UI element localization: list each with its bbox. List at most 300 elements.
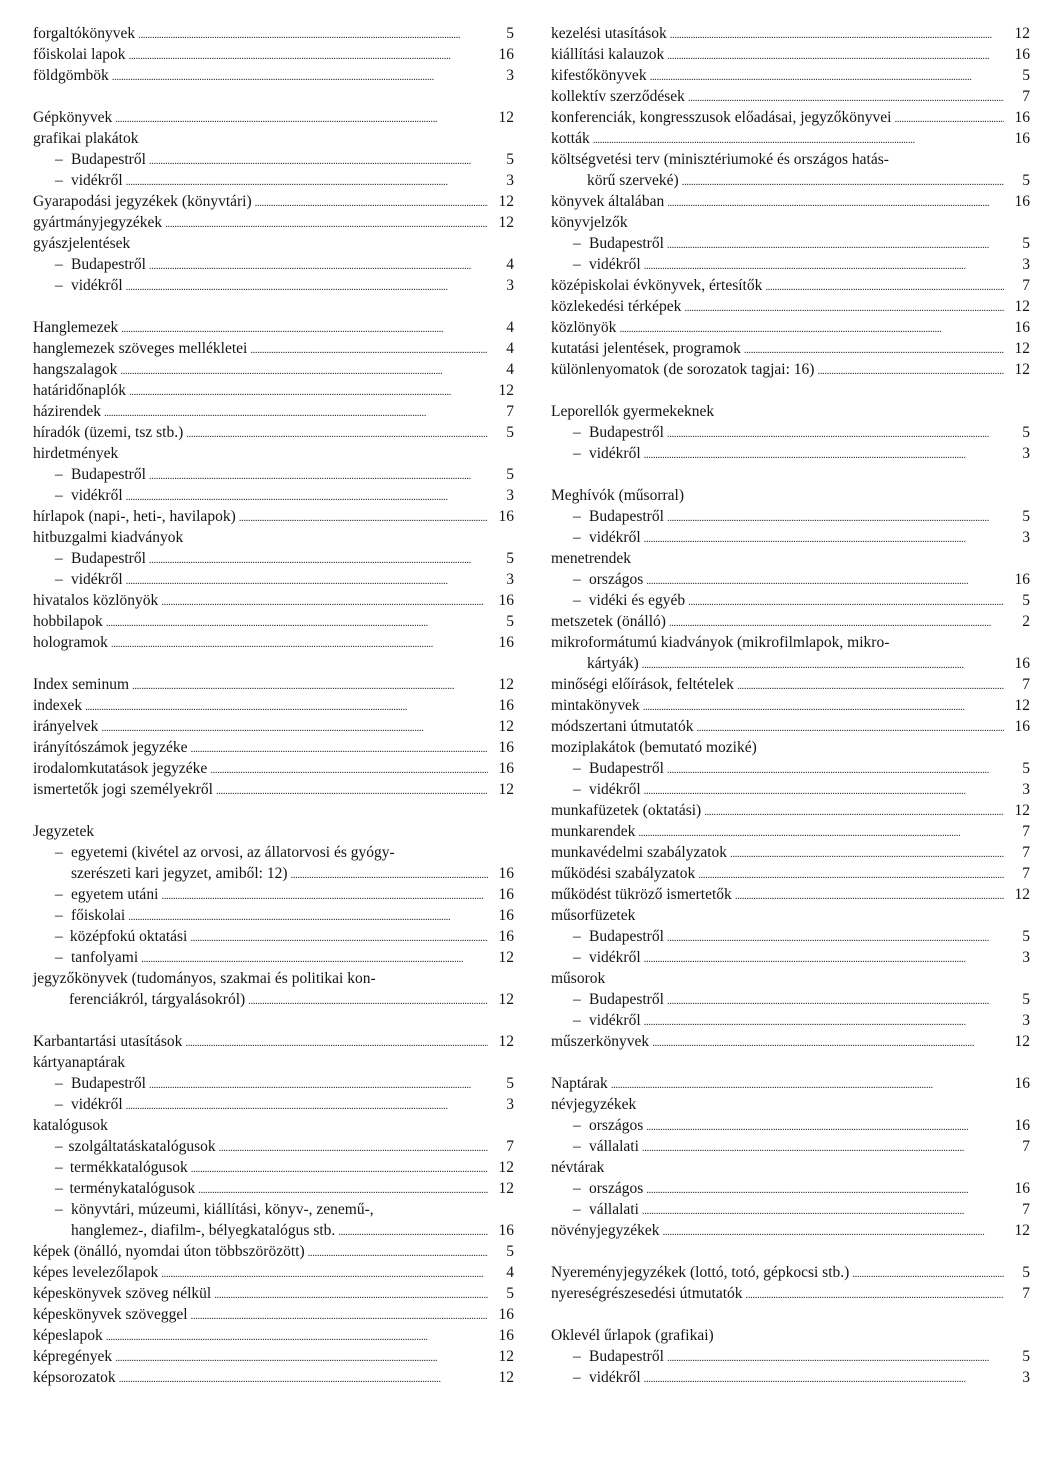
entry-number: 5 <box>506 1243 514 1260</box>
entry-label: termékkatalógusok <box>69 1159 188 1176</box>
index-entry <box>551 947 1030 968</box>
entry-label: hologramok <box>33 634 108 651</box>
entry-label: vidékről <box>589 781 641 798</box>
entry-label: működést tükröző ismertetők <box>551 886 732 903</box>
index-entry <box>551 191 1030 212</box>
index-entry <box>33 1052 514 1073</box>
entry-number: 16 <box>498 1306 514 1323</box>
index-entry <box>33 884 514 905</box>
entry-number: 7 <box>1022 1285 1030 1302</box>
index-entry <box>551 905 1030 926</box>
index-entry <box>33 842 514 863</box>
entry-label: vállalati <box>589 1138 639 1155</box>
index-entry <box>551 968 1030 989</box>
index-entry <box>551 716 1030 737</box>
entry-number: 7 <box>1022 865 1030 882</box>
entry-number: 5 <box>1022 991 1030 1008</box>
entry-label: hivatalos közlönyök <box>33 592 159 609</box>
entry-label: kutatási jelentések, programok <box>551 340 741 357</box>
index-entry <box>33 233 514 254</box>
leader-dots <box>682 170 1004 191</box>
leader-dots <box>646 1178 1004 1199</box>
entry-label: vidékről <box>71 172 123 189</box>
index-entry <box>551 359 1030 380</box>
entry-number: 5 <box>1022 1348 1030 1365</box>
index-entry <box>551 1262 1030 1283</box>
blank-spacer <box>551 1304 1030 1325</box>
entry-label: vidékről <box>589 1012 641 1029</box>
entry-number: 12 <box>498 382 514 399</box>
dash-marker: – <box>55 949 63 966</box>
index-entry <box>33 443 514 464</box>
leader-dots <box>765 275 1004 296</box>
entry-label: Budapestről <box>71 466 146 483</box>
index-entry <box>33 275 514 296</box>
entry-label: földgömbök <box>33 67 109 84</box>
leader-dots <box>638 821 1004 842</box>
entry-label: tanfolyami <box>71 949 139 966</box>
index-entry <box>33 1178 514 1199</box>
entry-label: hitbuzgalmi kiadványok <box>33 529 184 546</box>
index-entry <box>33 779 514 800</box>
index-entry <box>551 926 1030 947</box>
leader-dots <box>737 674 1004 695</box>
index-entry <box>551 23 1030 44</box>
entry-label: egyetem utáni <box>71 886 159 903</box>
leader-dots <box>149 464 488 485</box>
leader-dots <box>667 422 1004 443</box>
entry-number: 12 <box>498 214 514 231</box>
dash-marker: – <box>55 1159 63 1176</box>
entry-number: 16 <box>1014 130 1030 147</box>
index-entry <box>33 947 514 968</box>
index-entry <box>33 1115 514 1136</box>
entry-label: vidékről <box>71 487 123 504</box>
entry-number: 16 <box>498 697 514 714</box>
leader-dots <box>161 590 488 611</box>
blank-spacer <box>33 1010 514 1031</box>
index-entry <box>551 863 1030 884</box>
leader-dots <box>161 1262 488 1283</box>
index-entry <box>551 527 1030 548</box>
entry-number: 16 <box>1014 109 1030 126</box>
blank-spacer <box>33 296 514 317</box>
leader-dots <box>126 275 488 296</box>
leader-dots <box>250 338 488 359</box>
dash-marker: – <box>55 907 63 924</box>
index-entry <box>551 842 1030 863</box>
leader-dots <box>126 485 488 506</box>
entry-label: mikroformátumú kiadványok (mikrofilmlapok, mikro- <box>551 634 890 651</box>
entry-label: szerészeti kari jegyzet, amiből: 12) <box>71 865 288 882</box>
entry-number: 7 <box>506 1138 514 1155</box>
leader-dots <box>106 1325 488 1346</box>
entry-label: műsorok <box>551 970 606 987</box>
entry-number: 3 <box>506 172 514 189</box>
entry-number: 16 <box>498 1222 514 1239</box>
index-entry <box>33 254 514 275</box>
leader-dots <box>667 989 1004 1010</box>
entry-label: gyártmányjegyzékek <box>33 214 163 231</box>
leader-dots <box>642 1136 1004 1157</box>
entry-number: 7 <box>1022 88 1030 105</box>
index-entry <box>33 1325 514 1346</box>
index-entry <box>33 989 514 1010</box>
index-entry <box>551 674 1030 695</box>
index-entry <box>33 485 514 506</box>
leader-dots <box>165 212 488 233</box>
entry-number: 5 <box>506 1285 514 1302</box>
entry-label: konferenciák, kongresszusok előadásai, jegyzőkönyvei <box>551 109 892 126</box>
entry-number: 5 <box>506 1075 514 1092</box>
entry-number: 3 <box>1022 1012 1030 1029</box>
index-entry <box>551 590 1030 611</box>
entry-label: középfokú oktatási <box>69 928 188 945</box>
entry-label: közlönyök <box>551 319 617 336</box>
entry-number: 12 <box>498 991 514 1008</box>
entry-label: képregények <box>33 1348 113 1365</box>
entry-label: vidékről <box>589 1369 641 1386</box>
index-entry <box>33 44 514 65</box>
entry-label: házirendek <box>33 403 101 420</box>
leader-dots <box>644 1010 1004 1031</box>
entry-number: 5 <box>1022 67 1030 84</box>
entry-label: kifestőkönyvek <box>551 67 647 84</box>
index-entry <box>33 401 514 422</box>
leader-dots <box>667 506 1004 527</box>
index-entry <box>551 1136 1030 1157</box>
leader-dots <box>85 695 488 716</box>
leader-dots <box>111 632 488 653</box>
entry-label: országos <box>589 1180 644 1197</box>
entry-label: képsorozatok <box>33 1369 116 1386</box>
leader-dots <box>115 1346 488 1367</box>
leader-dots <box>688 590 1004 611</box>
dash-marker: – <box>55 928 63 945</box>
entry-label: Karbantartási utasítások <box>33 1033 183 1050</box>
entry-number: 16 <box>1014 1117 1030 1134</box>
entry-label: kezelési utasítások <box>551 25 667 42</box>
index-entry <box>551 170 1030 191</box>
leader-dots <box>644 1367 1004 1388</box>
entry-number: 16 <box>1014 1180 1030 1197</box>
entry-label: vállalati <box>589 1201 639 1218</box>
entry-number: 16 <box>498 760 514 777</box>
entry-number: 3 <box>1022 1369 1030 1386</box>
entry-number: 5 <box>506 25 514 42</box>
blank-spacer <box>33 653 514 674</box>
entry-label: Budapestről <box>589 1348 664 1365</box>
entry-number: 4 <box>506 361 514 378</box>
dash-marker: – <box>55 1138 63 1155</box>
leader-dots <box>290 863 488 884</box>
entry-number: 3 <box>1022 949 1030 966</box>
entry-label: Naptárak <box>551 1075 608 1092</box>
leader-dots <box>646 569 1004 590</box>
index-entry <box>33 65 514 86</box>
leader-dots <box>308 1241 488 1262</box>
entry-label: Leporellók gyermekeknek <box>551 403 715 420</box>
index-entry <box>33 1031 514 1052</box>
leader-dots <box>255 191 488 212</box>
leader-dots <box>644 527 1004 548</box>
leader-dots <box>191 1157 488 1178</box>
entry-label: minőségi előírások, feltételek <box>551 676 734 693</box>
index-entry <box>33 128 514 149</box>
entry-label: kották <box>551 130 590 147</box>
index-entry <box>33 737 514 758</box>
blank-spacer <box>551 1241 1030 1262</box>
leader-dots <box>126 569 488 590</box>
entry-label: Budapestről <box>71 256 146 273</box>
entry-number: 3 <box>1022 529 1030 546</box>
index-entry <box>551 632 1030 653</box>
entry-label: hobbilapok <box>33 613 103 630</box>
entry-number: 4 <box>506 319 514 336</box>
dash-marker: – <box>573 1369 581 1386</box>
entry-label: Index seminum <box>33 676 129 693</box>
index-entry <box>551 506 1030 527</box>
entry-label: szolgáltatáskatalógusok <box>68 1138 216 1155</box>
entry-number: 16 <box>498 865 514 882</box>
leader-dots <box>138 23 488 44</box>
entry-number: 5 <box>506 151 514 168</box>
leader-dots <box>642 653 1004 674</box>
entry-number: 12 <box>1014 25 1030 42</box>
entry-number: 12 <box>1014 697 1030 714</box>
blank-spacer <box>33 86 514 107</box>
leader-dots <box>214 1283 488 1304</box>
leader-dots <box>186 422 488 443</box>
entry-number: 5 <box>506 424 514 441</box>
index-entry <box>33 674 514 695</box>
entry-number: 5 <box>1022 928 1030 945</box>
dash-marker: – <box>55 487 63 504</box>
entry-number: 5 <box>1022 760 1030 777</box>
index-entry <box>33 569 514 590</box>
index-entry <box>33 1304 514 1325</box>
entry-number: 5 <box>1022 424 1030 441</box>
entry-number: 12 <box>1014 886 1030 903</box>
entry-label: Budapestről <box>71 151 146 168</box>
leader-dots <box>730 842 1004 863</box>
dash-marker: – <box>55 571 63 588</box>
leader-dots <box>106 611 488 632</box>
index-entry <box>551 758 1030 779</box>
entry-number: 16 <box>498 928 514 945</box>
index-entry <box>33 380 514 401</box>
entry-label: Budapestről <box>71 1075 146 1092</box>
index-entry <box>551 569 1030 590</box>
entry-number: 16 <box>498 886 514 903</box>
entry-label: vidékről <box>589 529 641 546</box>
index-entry <box>33 107 514 128</box>
entry-number: 12 <box>1014 1033 1030 1050</box>
entry-number: 3 <box>1022 445 1030 462</box>
dash-marker: – <box>55 844 63 861</box>
index-entry <box>551 401 1030 422</box>
leader-dots <box>129 44 488 65</box>
index-entry <box>33 1367 514 1388</box>
dash-marker: – <box>573 1012 581 1029</box>
leader-dots <box>128 905 488 926</box>
entry-number: 12 <box>498 676 514 693</box>
index-entry <box>551 65 1030 86</box>
leader-dots <box>132 674 488 695</box>
entry-label: irodalomkutatások jegyzéke <box>33 760 208 777</box>
entry-label: terménykatalógusok <box>69 1180 196 1197</box>
leader-dots <box>141 947 488 968</box>
leader-dots <box>662 1220 1004 1241</box>
entry-label: országos <box>589 1117 644 1134</box>
leader-dots <box>611 1073 1004 1094</box>
index-entry <box>551 233 1030 254</box>
dash-marker: – <box>573 991 581 1008</box>
index-entry <box>33 23 514 44</box>
entry-number: 3 <box>506 571 514 588</box>
dash-marker: – <box>55 151 63 168</box>
index-entry <box>33 611 514 632</box>
leader-dots <box>667 926 1004 947</box>
entry-label: ferenciákról, tárgyalásokról) <box>69 991 246 1008</box>
index-entry <box>33 1262 514 1283</box>
entry-number: 3 <box>1022 256 1030 273</box>
entry-label: forgaltókönyvek <box>33 25 136 42</box>
leader-dots <box>667 191 1004 212</box>
entry-number: 12 <box>498 1180 514 1197</box>
entry-label: Nyereményjegyzékek (lottó, totó, gépkocsi stb.) <box>551 1264 850 1281</box>
blank-spacer <box>33 800 514 821</box>
leader-dots <box>644 443 1004 464</box>
index-entry <box>551 338 1030 359</box>
leader-dots <box>210 758 488 779</box>
index-entry <box>551 1010 1030 1031</box>
entry-number: 16 <box>498 739 514 756</box>
leader-dots <box>104 401 488 422</box>
entry-label: közlekedési térképek <box>551 298 682 315</box>
entry-label: irányítószámok jegyzéke <box>33 739 188 756</box>
leader-dots <box>191 737 488 758</box>
index-entry <box>33 1136 514 1157</box>
entry-label: Budapestről <box>589 928 664 945</box>
entry-label: vidékről <box>71 277 123 294</box>
leader-dots <box>126 170 488 191</box>
entry-label: költségvetési terv (minisztériumoké és országos hatás- <box>551 151 889 168</box>
entry-number: 3 <box>1022 781 1030 798</box>
entry-number: 3 <box>506 1096 514 1113</box>
leader-dots <box>746 1283 1004 1304</box>
entry-number: 16 <box>498 508 514 525</box>
index-entry <box>551 653 1030 674</box>
entry-number: 12 <box>1014 298 1030 315</box>
index-entry <box>33 1094 514 1115</box>
index-entry <box>551 1220 1030 1241</box>
index-entry <box>551 107 1030 128</box>
entry-number: 16 <box>1014 46 1030 63</box>
entry-number: 2 <box>1022 613 1030 630</box>
dash-marker: – <box>573 760 581 777</box>
entry-label: Budapestről <box>71 550 146 567</box>
index-entry <box>33 1199 514 1220</box>
entry-number: 16 <box>498 592 514 609</box>
entry-label: kártyák) <box>587 655 639 672</box>
entry-label: műszerkönyvek <box>551 1033 650 1050</box>
index-entry <box>551 1367 1030 1388</box>
dash-marker: – <box>573 592 581 609</box>
entry-number: 7 <box>1022 277 1030 294</box>
index-entry <box>33 905 514 926</box>
dash-marker: – <box>573 424 581 441</box>
entry-label: katalógusok <box>33 1117 108 1134</box>
index-entry <box>33 716 514 737</box>
entry-label: ismertetők jogi személyekről <box>33 781 213 798</box>
entry-label: híradók (üzemi, tsz stb.) <box>33 424 184 441</box>
dash-marker: – <box>573 1138 581 1155</box>
leader-dots <box>119 1367 488 1388</box>
leader-dots <box>121 317 488 338</box>
entry-label: Gépkönyvek <box>33 109 113 126</box>
entry-label: Budapestről <box>589 991 664 1008</box>
entry-label: növényjegyzékek <box>551 1222 660 1239</box>
leader-dots <box>744 338 1004 359</box>
dash-marker: – <box>55 256 63 273</box>
entry-number: 5 <box>1022 235 1030 252</box>
index-entry <box>33 1157 514 1178</box>
entry-label: munkavédelmi szabályzatok <box>551 844 728 861</box>
leader-dots <box>191 1304 488 1325</box>
leader-dots <box>667 758 1004 779</box>
index-entry <box>33 695 514 716</box>
index-entry <box>33 590 514 611</box>
index-entry <box>33 548 514 569</box>
index-entry <box>551 1325 1030 1346</box>
entry-label: Hanglemezek <box>33 319 119 336</box>
entry-number: 7 <box>506 403 514 420</box>
dash-marker: – <box>573 1201 581 1218</box>
index-entry <box>551 1094 1030 1115</box>
entry-label: irányelvek <box>33 718 99 735</box>
entry-label: Budapestről <box>589 424 664 441</box>
entry-number: 5 <box>1022 1264 1030 1281</box>
entry-label: működési szabályzatok <box>551 865 696 882</box>
index-entry <box>551 212 1030 233</box>
index-entry <box>551 422 1030 443</box>
leader-dots <box>112 65 488 86</box>
entry-number: 16 <box>498 907 514 924</box>
entry-number: 12 <box>498 1348 514 1365</box>
entry-label: képeskönyvek szöveg nélkül <box>33 1285 212 1302</box>
entry-number: 12 <box>498 193 514 210</box>
leader-dots <box>684 296 1004 317</box>
entry-label: menetrendek <box>551 550 632 567</box>
dash-marker: – <box>573 235 581 252</box>
leader-dots <box>149 254 488 275</box>
entry-number: 4 <box>506 256 514 273</box>
index-entry <box>551 1115 1030 1136</box>
entry-label: módszertani útmutatók <box>551 718 694 735</box>
leader-dots <box>338 1220 488 1241</box>
index-entry <box>33 863 514 884</box>
leader-dots <box>126 1094 488 1115</box>
entry-label: vidékről <box>589 949 641 966</box>
index-entry <box>551 800 1030 821</box>
entry-label: vidékről <box>589 445 641 462</box>
entry-label: Budapestről <box>589 760 664 777</box>
dash-marker: – <box>573 1117 581 1134</box>
entry-number: 16 <box>1014 1075 1030 1092</box>
entry-label: műsorfüzetek <box>551 907 636 924</box>
blank-spacer <box>551 1052 1030 1073</box>
